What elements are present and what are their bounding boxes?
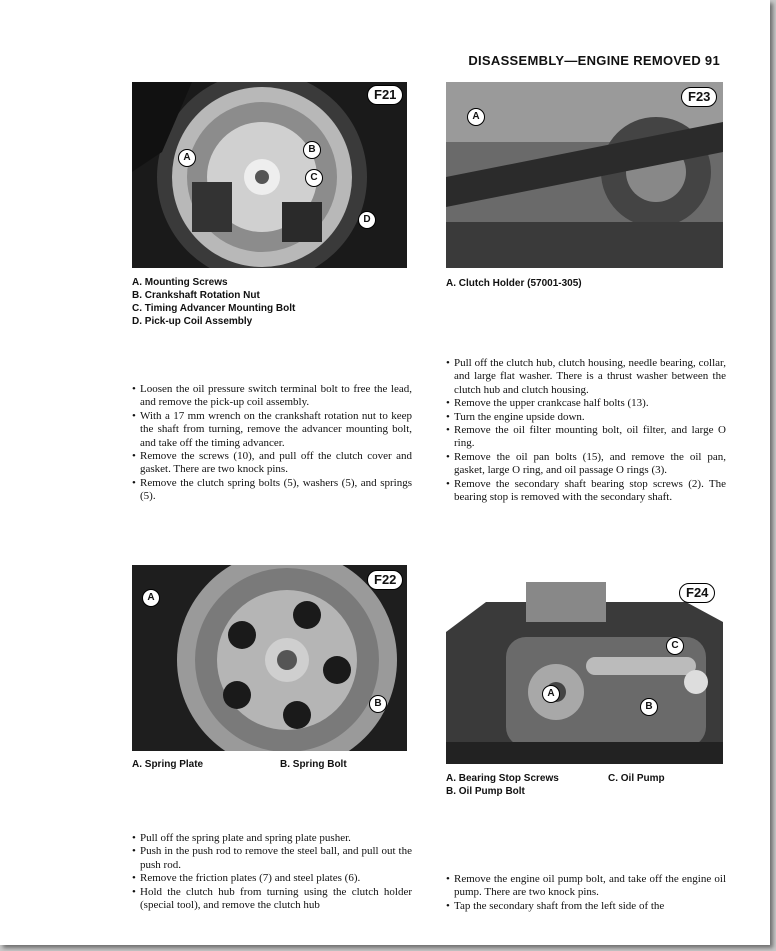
figure-f23-caption xyxy=(446,277,582,290)
figure-f24-photo xyxy=(446,582,723,764)
callout-label: A xyxy=(467,108,485,126)
step-item: • Remove the friction plates (7) and steel plates (6). xyxy=(132,872,412,885)
figure-f21-photo xyxy=(132,82,407,268)
callout-label: A xyxy=(542,685,560,703)
figure-badge: F24 xyxy=(679,583,715,603)
step-item: • Remove the engine oil pump bolt, and take off the engine oil pump. There are two knock pins. xyxy=(446,873,726,900)
step-item: • Turn the engine upside down. xyxy=(446,411,726,424)
text-column-left-2 xyxy=(132,832,412,912)
figure-badge: F22 xyxy=(367,570,403,590)
step-item: • Remove the oil filter mounting bolt, oil filter, and large O ring. xyxy=(446,424,726,451)
caption-line: B. Spring Bolt xyxy=(280,759,347,770)
step-item: • Loosen the oil pressure switch terminal bolt to free the lead, and remove the pick-up coil assembly. xyxy=(132,383,412,410)
callout-label: A xyxy=(178,149,196,167)
callout-label: B xyxy=(640,698,658,716)
step-item: • Remove the upper crankcase half bolts (13). xyxy=(446,397,726,410)
figure-badge: F23 xyxy=(681,87,717,107)
step-item: • Remove the oil pan bolts (15), and remove the oil pan, gasket, large O ring, and oil passage O rings (3). xyxy=(446,451,726,478)
caption-line: A. Bearing Stop Screws xyxy=(446,773,559,784)
step-item: • Tap the secondary shaft from the left side of the xyxy=(446,900,726,913)
figure-f23-photo xyxy=(446,82,723,268)
callout-label: C xyxy=(666,637,684,655)
caption-line: B. Crankshaft Rotation Nut xyxy=(132,290,260,301)
figure-badge: F21 xyxy=(367,85,403,105)
text-column-right-2 xyxy=(446,873,726,913)
figure-f22-photo xyxy=(132,565,407,751)
step-item: • With a 17 mm wrench on the crankshaft rotation nut to keep the shaft from turning, remove the advancer mounting bolt, and take off the timing advancer. xyxy=(132,410,412,450)
callout-label: B xyxy=(303,141,321,159)
step-item: • Hold the clutch hub from turning using the clutch holder (special tool), and remove the clutch hub xyxy=(132,886,412,913)
caption-line: C. Oil Pump xyxy=(608,773,665,784)
caption-line: A. Clutch Holder (57001-305) xyxy=(446,278,582,289)
step-item: • Push in the push rod to remove the steel ball, and pull out the push rod. xyxy=(132,845,412,872)
figure-f21-caption xyxy=(132,276,295,328)
caption-line: B. Oil Pump Bolt xyxy=(446,786,525,797)
caption-line: A. Mounting Screws xyxy=(132,277,228,288)
step-item: • Remove the clutch spring bolts (5), washers (5), and springs (5). xyxy=(132,477,412,504)
callout-label: B xyxy=(369,695,387,713)
step-item: • Remove the screws (10), and pull off the clutch cover and gasket. There are two knock pins. xyxy=(132,450,412,477)
text-column-right-1 xyxy=(446,357,726,504)
caption-line: D. Pick-up Coil Assembly xyxy=(132,316,253,327)
figure-f22-caption xyxy=(132,758,412,771)
callout-label: C xyxy=(305,169,323,187)
caption-line: A. Spring Plate xyxy=(132,759,204,770)
caption-line: C. Timing Advancer Mounting Bolt xyxy=(132,303,296,314)
step-item: • Pull off the spring plate and spring plate pusher. xyxy=(132,832,412,845)
step-item: • Pull off the clutch hub, clutch housing, needle bearing, collar, and large flat washer. There is a thrust washer between the clutch hub and clutch housing. xyxy=(446,357,726,397)
figure-f24-caption xyxy=(446,772,726,798)
text-column-left-1 xyxy=(132,383,412,504)
callout-label: A xyxy=(142,589,160,607)
callout-label: D xyxy=(358,211,376,229)
step-item: • Remove the secondary shaft bearing stop screws (2). The bearing stop is removed with the secondary shaft. xyxy=(446,478,726,505)
page-header: DISASSEMBLY—ENGINE REMOVED 91 xyxy=(468,53,720,68)
